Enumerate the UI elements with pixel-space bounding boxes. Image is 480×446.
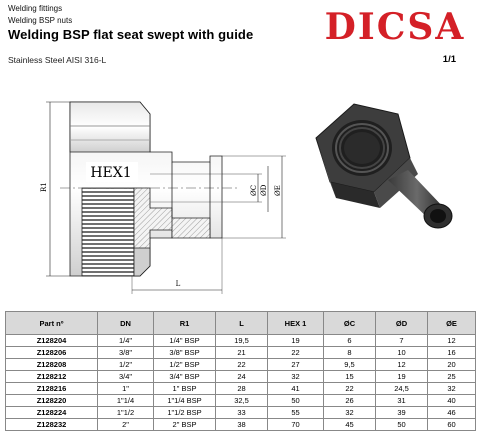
cell-d: 24,5 xyxy=(376,383,428,395)
table-row xyxy=(6,419,476,431)
col-c: ØC xyxy=(324,312,376,335)
hex-label: HEX1 xyxy=(90,165,132,181)
cell-c: 32 xyxy=(324,407,376,419)
cell-part-no: Z128206 xyxy=(6,347,98,359)
col-d: ØD xyxy=(376,312,428,335)
cell-l: 21 xyxy=(216,347,268,359)
cell-e: 60 xyxy=(428,419,476,431)
cell-c: 6 xyxy=(324,335,376,347)
cell-dn: 2" xyxy=(98,419,154,431)
technical-drawing xyxy=(0,70,480,310)
cell-l: 33 xyxy=(216,407,268,419)
cell-l: 24 xyxy=(216,371,268,383)
cell-dn: 1"1/2 xyxy=(98,407,154,419)
cell-e: 20 xyxy=(428,359,476,371)
cell-hex1: 50 xyxy=(268,395,324,407)
cell-part-no: Z128232 xyxy=(6,419,98,431)
cell-l: 28 xyxy=(216,383,268,395)
table-row xyxy=(6,371,476,383)
cell-e: 12 xyxy=(428,335,476,347)
cell-part-no: Z128204 xyxy=(6,335,98,347)
cell-hex1: 55 xyxy=(268,407,324,419)
cell-part-no: Z128212 xyxy=(6,371,98,383)
col-part-no: Part nº xyxy=(6,312,98,335)
cell-dn: 1" xyxy=(98,383,154,395)
cell-hex1: 70 xyxy=(268,419,324,431)
cell-dn: 1"1/4 xyxy=(98,395,154,407)
cell-d: 50 xyxy=(376,419,428,431)
cell-c: 9,5 xyxy=(324,359,376,371)
dim-l-label: L xyxy=(175,280,181,288)
cell-d: 12 xyxy=(376,359,428,371)
dicsa-logo-text: DICSA xyxy=(324,6,466,46)
cell-c: 26 xyxy=(324,395,376,407)
subcategory-label: Welding BSP nuts xyxy=(8,16,73,25)
table-row xyxy=(6,335,476,347)
dim-e-label: ØE xyxy=(274,185,282,196)
fitting-3d-render xyxy=(316,104,452,228)
cell-l: 22 xyxy=(216,359,268,371)
table-row xyxy=(6,383,476,395)
category-label: Welding fittings xyxy=(8,4,63,13)
cell-d: 10 xyxy=(376,347,428,359)
page-title: Welding BSP flat seat swept with guide xyxy=(8,27,254,42)
cell-e: 16 xyxy=(428,347,476,359)
cell-dn: 3/4" xyxy=(98,371,154,383)
dicsa-logo xyxy=(320,6,470,46)
cell-r1: 2" BSP xyxy=(154,419,216,431)
cell-hex1: 27 xyxy=(268,359,324,371)
col-e: ØE xyxy=(428,312,476,335)
cell-d: 7 xyxy=(376,335,428,347)
cell-l: 32,5 xyxy=(216,395,268,407)
col-hex1: HEX 1 xyxy=(268,312,324,335)
cell-hex1: 22 xyxy=(268,347,324,359)
cell-r1: 3/8" BSP xyxy=(154,347,216,359)
cell-d: 31 xyxy=(376,395,428,407)
table-row xyxy=(6,347,476,359)
cell-e: 32 xyxy=(428,383,476,395)
cell-hex1: 41 xyxy=(268,383,324,395)
table-row xyxy=(6,359,476,371)
section-view xyxy=(40,102,286,294)
cell-d: 19 xyxy=(376,371,428,383)
cell-c: 45 xyxy=(324,419,376,431)
cell-part-no: Z128216 xyxy=(6,383,98,395)
cell-l: 38 xyxy=(216,419,268,431)
col-r1: R1 xyxy=(154,312,216,335)
cell-c: 8 xyxy=(324,347,376,359)
thread-section xyxy=(82,188,134,276)
dim-r1-label: R1 xyxy=(40,182,48,192)
cell-r1: 3/4" BSP xyxy=(154,371,216,383)
cell-hex1: 32 xyxy=(268,371,324,383)
cell-part-no: Z128224 xyxy=(6,407,98,419)
cell-c: 22 xyxy=(324,383,376,395)
cell-l: 19,5 xyxy=(216,335,268,347)
cell-hex1: 19 xyxy=(268,335,324,347)
cell-part-no: Z128220 xyxy=(6,395,98,407)
material-label: Stainless Steel AISI 316-L xyxy=(8,55,107,65)
cell-d: 39 xyxy=(376,407,428,419)
cell-r1: 1"1/4 BSP xyxy=(154,395,216,407)
cell-e: 46 xyxy=(428,407,476,419)
dimensions-table xyxy=(5,311,476,431)
page-number: 1/1 xyxy=(442,54,456,65)
col-l: L xyxy=(216,312,268,335)
table-header-row xyxy=(6,312,476,335)
cell-dn: 1/2" xyxy=(98,359,154,371)
cell-r1: 1/4" BSP xyxy=(154,335,216,347)
cell-dn: 3/8" xyxy=(98,347,154,359)
table-row xyxy=(6,395,476,407)
cell-r1: 1" BSP xyxy=(154,383,216,395)
cell-e: 40 xyxy=(428,395,476,407)
table-row xyxy=(6,407,476,419)
dim-d-label: ØD xyxy=(260,184,268,196)
dim-c-label: ØC xyxy=(250,184,258,196)
col-dn: DN xyxy=(98,312,154,335)
cell-e: 25 xyxy=(428,371,476,383)
cell-r1: 1/2" BSP xyxy=(154,359,216,371)
cell-c: 15 xyxy=(324,371,376,383)
cell-dn: 1/4" xyxy=(98,335,154,347)
cell-part-no: Z128208 xyxy=(6,359,98,371)
cell-r1: 1"1/2 BSP xyxy=(154,407,216,419)
